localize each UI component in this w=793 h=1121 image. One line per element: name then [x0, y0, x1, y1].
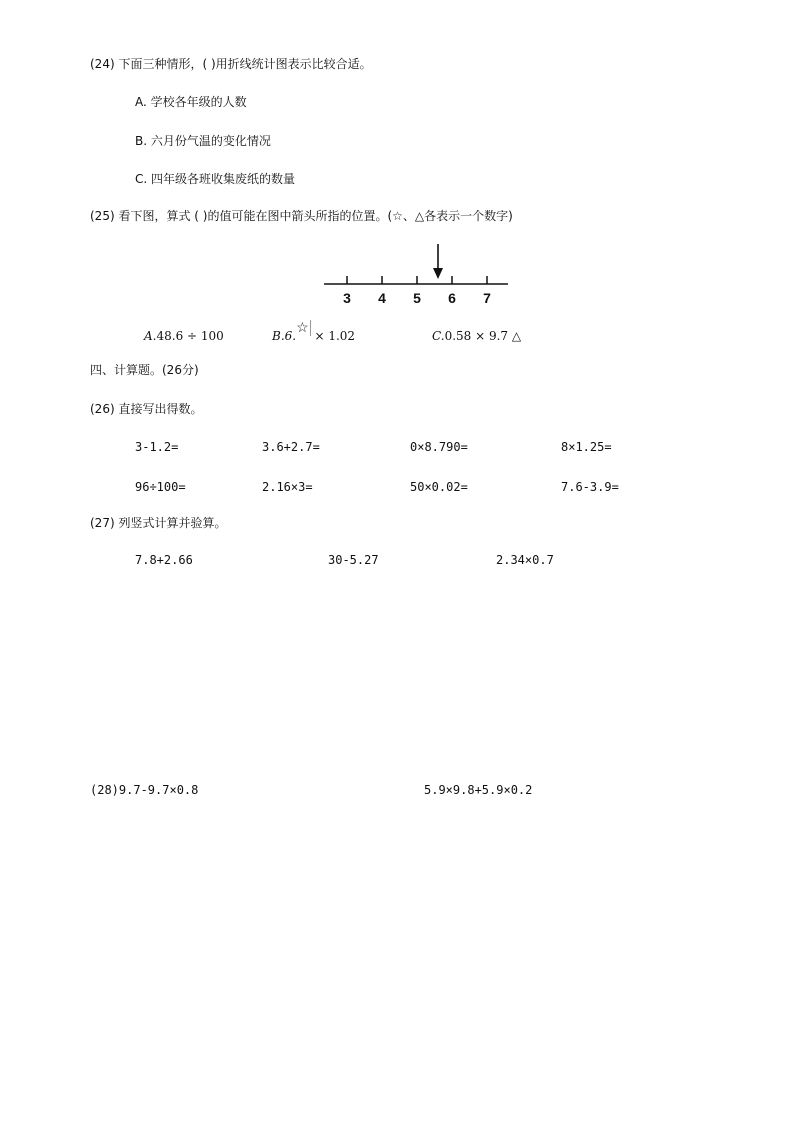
q26-r2-c4: 7.6-3.9=: [561, 480, 619, 494]
q26-r2-c2: 2.16×3=: [262, 480, 313, 494]
number-line-figure: [318, 240, 518, 312]
number-line-label: 5: [413, 290, 421, 306]
q28-item-2: 5.9×9.8+5.9×0.2: [424, 783, 533, 797]
q26-stem: (26) 直接写出得数。: [90, 402, 203, 416]
q27-item-2: 30-5.27: [328, 553, 379, 567]
star-icon: ☆: [296, 320, 309, 336]
number-line-label: 4: [378, 290, 386, 306]
q25-option-b-prefix: 6.: [284, 329, 297, 343]
number-line-label: 7: [483, 290, 491, 306]
q26-r1-c2: 3.6+2.7=: [262, 440, 320, 454]
q26-r1-c1: 3-1.2=: [135, 440, 179, 454]
q25-option-a-letter: A.: [144, 329, 157, 343]
q26-r1-c4: 8×1.25=: [561, 440, 612, 454]
q24-option-b: B. 六月份气温的变化情况: [135, 134, 271, 148]
q25-option-c-letter: C.: [432, 329, 445, 343]
q25-stem: (25) 看下图，算式 ( )的值可能在图中箭头所指的位置。(☆、△各表示一个数字): [90, 209, 513, 223]
q28-item-1: (28)9.7-9.7×0.8: [90, 783, 199, 797]
q27-stem: (27) 列竖式计算并验算。: [90, 516, 227, 530]
q25-option-b: [272, 320, 356, 344]
q25-option-c: [432, 328, 521, 344]
down-arrow-icon: [433, 244, 443, 279]
q26-r2-c1: 96÷100=: [135, 480, 186, 494]
q27-item-1: 7.8+2.66: [135, 553, 193, 567]
q24-option-a: A. 学校各年级的人数: [135, 95, 247, 109]
q25-option-c-expr: 0.58 × 9.7 △: [444, 329, 522, 343]
q25-option-b-letter: B.: [272, 329, 285, 343]
q26-r1-c3: 0×8.790=: [410, 440, 468, 454]
section-title: 四、计算题。(26分): [90, 363, 199, 377]
q24-stem: (24) 下面三种情形，( )用折线统计图表示比较合适。: [90, 57, 372, 71]
arrow-head: [433, 268, 443, 279]
number-line-label: 6: [448, 290, 456, 306]
q25-option-a-expr: 48.6 ÷ 100: [156, 329, 224, 343]
q24-option-c: C. 四年级各班收集废纸的数量: [135, 172, 296, 186]
q25-option-a: [144, 328, 224, 344]
q27-item-3: 2.34×0.7: [496, 553, 554, 567]
q26-r2-c3: 50×0.02=: [410, 480, 468, 494]
number-line-label: 3: [343, 290, 351, 306]
q25-option-b-expr: × 1.02: [310, 329, 356, 343]
